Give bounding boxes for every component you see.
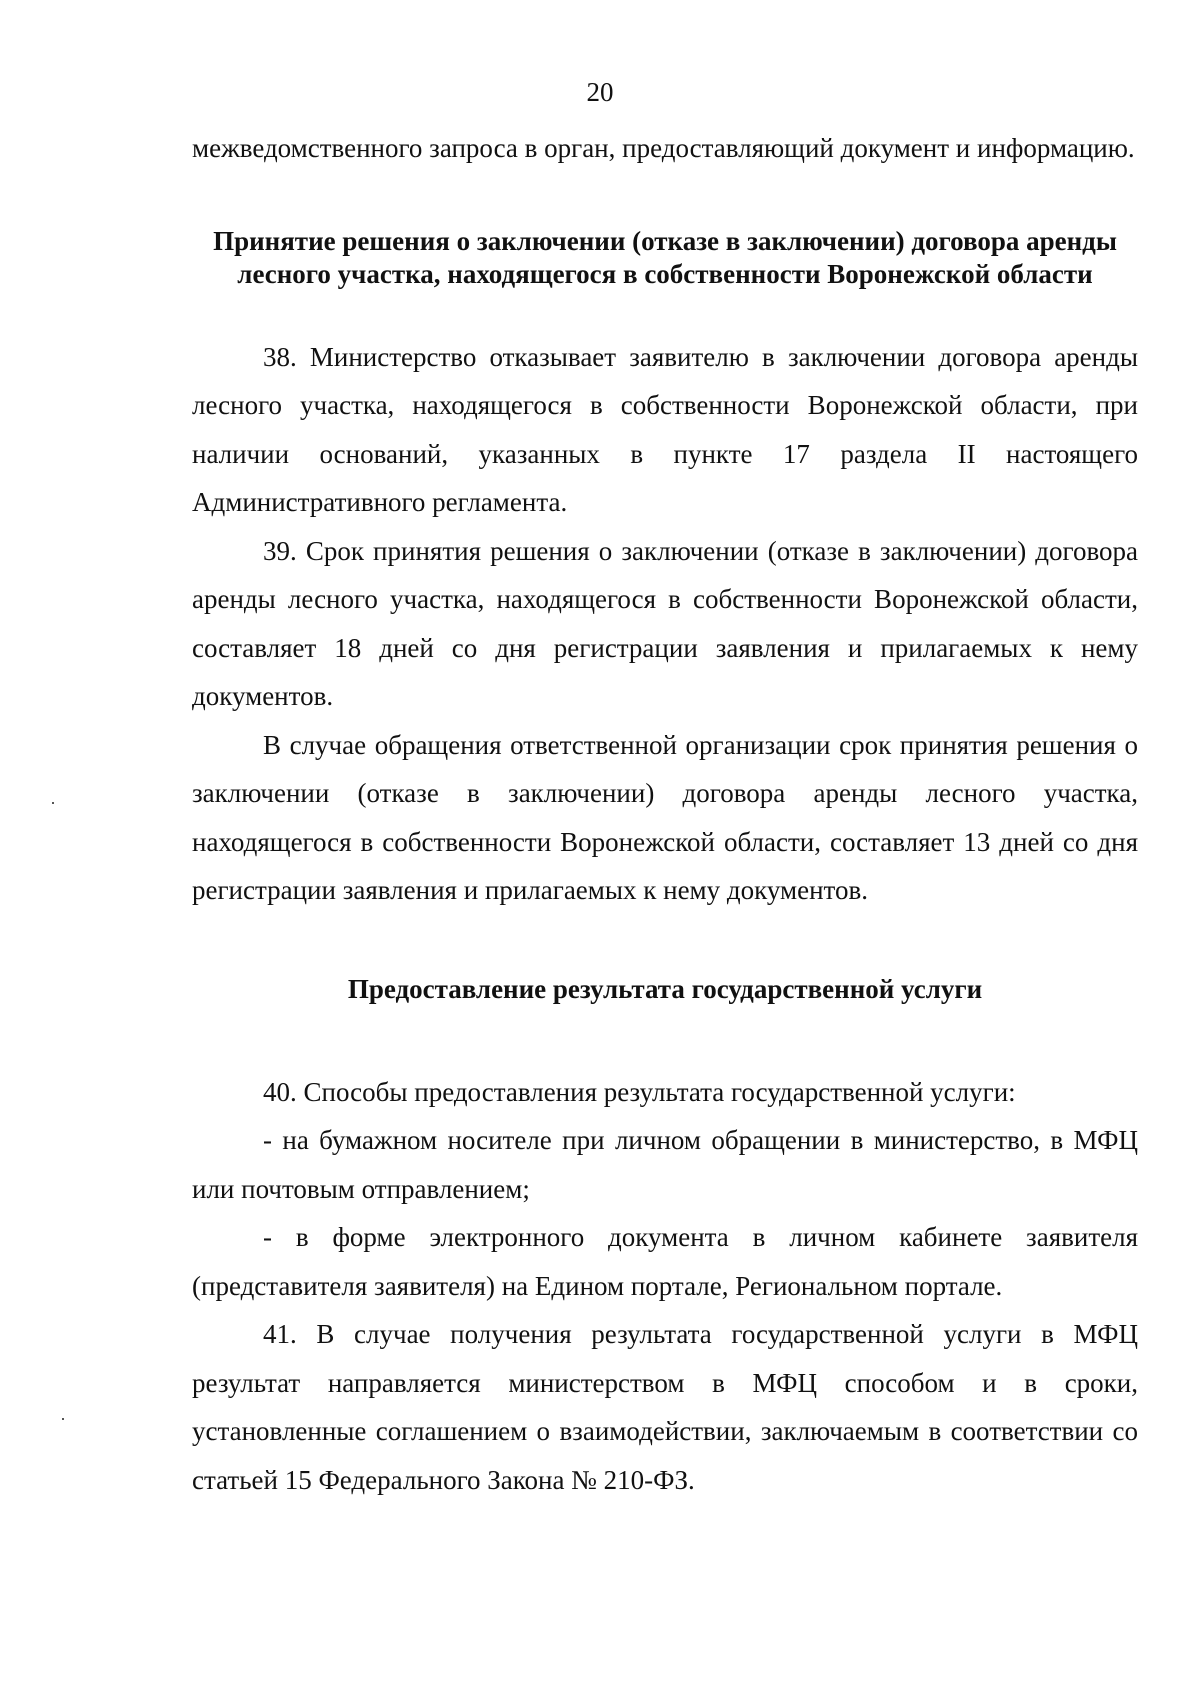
paragraph-38: 38. Министерство отказывает заявителю в заключении договора аренды лесного участка, находящегося в собственности Воронежской области, при наличии оснований, указанных в пункте 17 раздела II настоящего Административного регламента. bbox=[192, 341, 1138, 517]
section-heading-result: Предоставление результата государственной услуги bbox=[347, 973, 983, 1004]
scan-artifact-dot bbox=[52, 802, 54, 804]
paragraph-41: 41. В случае получения результата государственной услуги в МФЦ результат направляется министерством в МФЦ способом и в сроки, установленные соглашением о взаимодействии, заключаемым в соответствии со статьей 15 Федерального Закона № 210-ФЗ. bbox=[192, 1319, 1138, 1495]
list-item-electronic: - в форме электронного документа в личном кабинете заявителя (представителя заявителя) на Едином портале, Региональном портале. bbox=[192, 1222, 1138, 1301]
page-number: 20 bbox=[586, 77, 614, 107]
paragraph-39: 39. Срок принятия решения о заключении (отказе в заключении) договора аренды лесного участка, находящегося в собственности Воронежской области, составляет 18 дней со дня регистрации заявления и прилагаемых к нему документов. bbox=[192, 535, 1138, 711]
paragraph-40: 40. Способы предоставления результата государственной услуги: bbox=[263, 1076, 1016, 1107]
paragraph-39-case: В случае обращения ответственной организации срок принятия решения о заключении (отказе в заключении) договора аренды лесного участка, находящегося в собственности Воронежской области, составляет 13 дней со дня регистрации заявления и прилагаемых к нему документов. bbox=[192, 729, 1138, 905]
continuation-paragraph: межведомственного запроса в орган, предоставляющий документ и информацию. bbox=[192, 133, 1135, 163]
scan-artifact-dot bbox=[62, 1418, 64, 1420]
list-item-paper: - на бумажном носителе при личном обращении в министерство, в МФЦ или почтовым отправлением; bbox=[192, 1125, 1138, 1204]
document-body bbox=[192, 124, 1138, 1504]
section-heading-decision: Принятие решения о заключении (отказе в заключении) договора аренды лесного участка, находящегося в собственности Воронежской области bbox=[213, 225, 1117, 289]
